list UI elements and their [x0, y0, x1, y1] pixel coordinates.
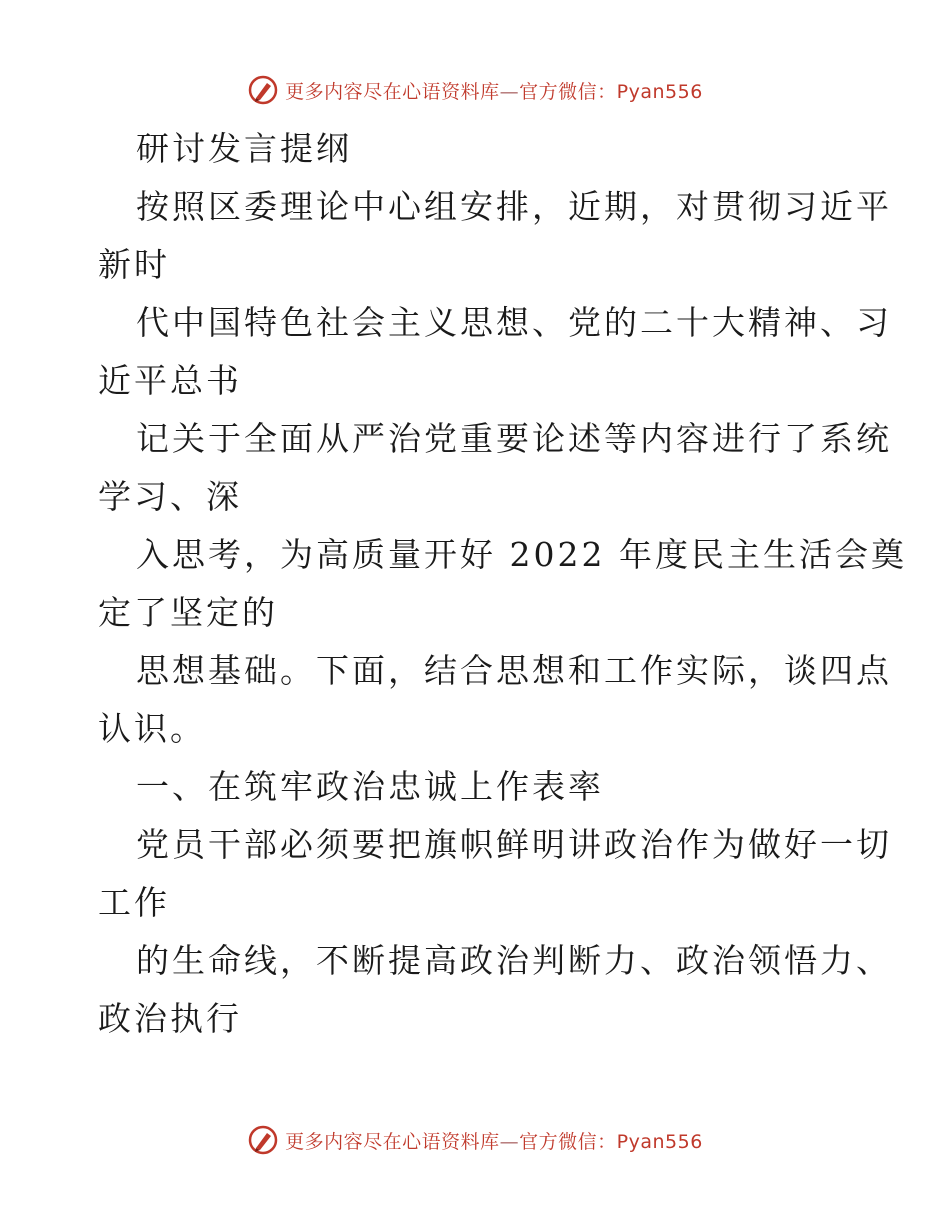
- doc-line: 党员干部必须要把旗帜鲜明讲政治作为做好一切: [136, 825, 892, 864]
- header-watermark-banner: [0, 70, 950, 110]
- watermark-text: [285, 1127, 703, 1154]
- section-heading: 一、在筑牢政治忠诚上作表率: [136, 767, 604, 806]
- watermark-dash: —: [499, 1130, 520, 1153]
- pen-logo-icon: [247, 1124, 279, 1156]
- doc-line: 认识。: [98, 709, 206, 748]
- doc-line: 新时: [98, 245, 170, 284]
- doc-line: 入思考，为高质量开好 2022 年度民主生活会奠: [136, 535, 907, 574]
- doc-line: 按照区委理论中心组安排，近期，对贯彻习近平: [136, 187, 892, 226]
- watermark-dash: —: [499, 80, 520, 103]
- watermark-site-name: 更多内容尽在心语资料库: [285, 1130, 500, 1153]
- watermark-site-name: 更多内容尽在心语资料库: [285, 80, 500, 103]
- doc-line: 近平总书: [98, 361, 242, 400]
- doc-line: 的生命线，不断提高政治判断力、政治领悟力、: [136, 941, 892, 980]
- footer-watermark-banner: [0, 1120, 950, 1160]
- doc-line: 学习、深: [98, 477, 242, 516]
- doc-line: 思想基础。下面，结合思想和工作实际，谈四点: [136, 651, 892, 690]
- doc-line: 定了坚定的: [98, 593, 278, 632]
- watermark-text: [285, 77, 703, 104]
- doc-line: 记关于全面从严治党重要论述等内容进行了系统: [136, 419, 892, 458]
- document-body: [98, 120, 907, 1048]
- watermark-wechat: 官方微信：Pyan556: [519, 80, 703, 103]
- watermark-wechat: 官方微信：Pyan556: [519, 1130, 703, 1153]
- doc-line: 代中国特色社会主义思想、党的二十大精神、习: [136, 303, 892, 342]
- doc-title: 研讨发言提纲: [136, 129, 352, 168]
- doc-line: 政治执行: [98, 999, 242, 1038]
- doc-line: 工作: [98, 883, 170, 922]
- pen-logo-icon: [247, 74, 279, 106]
